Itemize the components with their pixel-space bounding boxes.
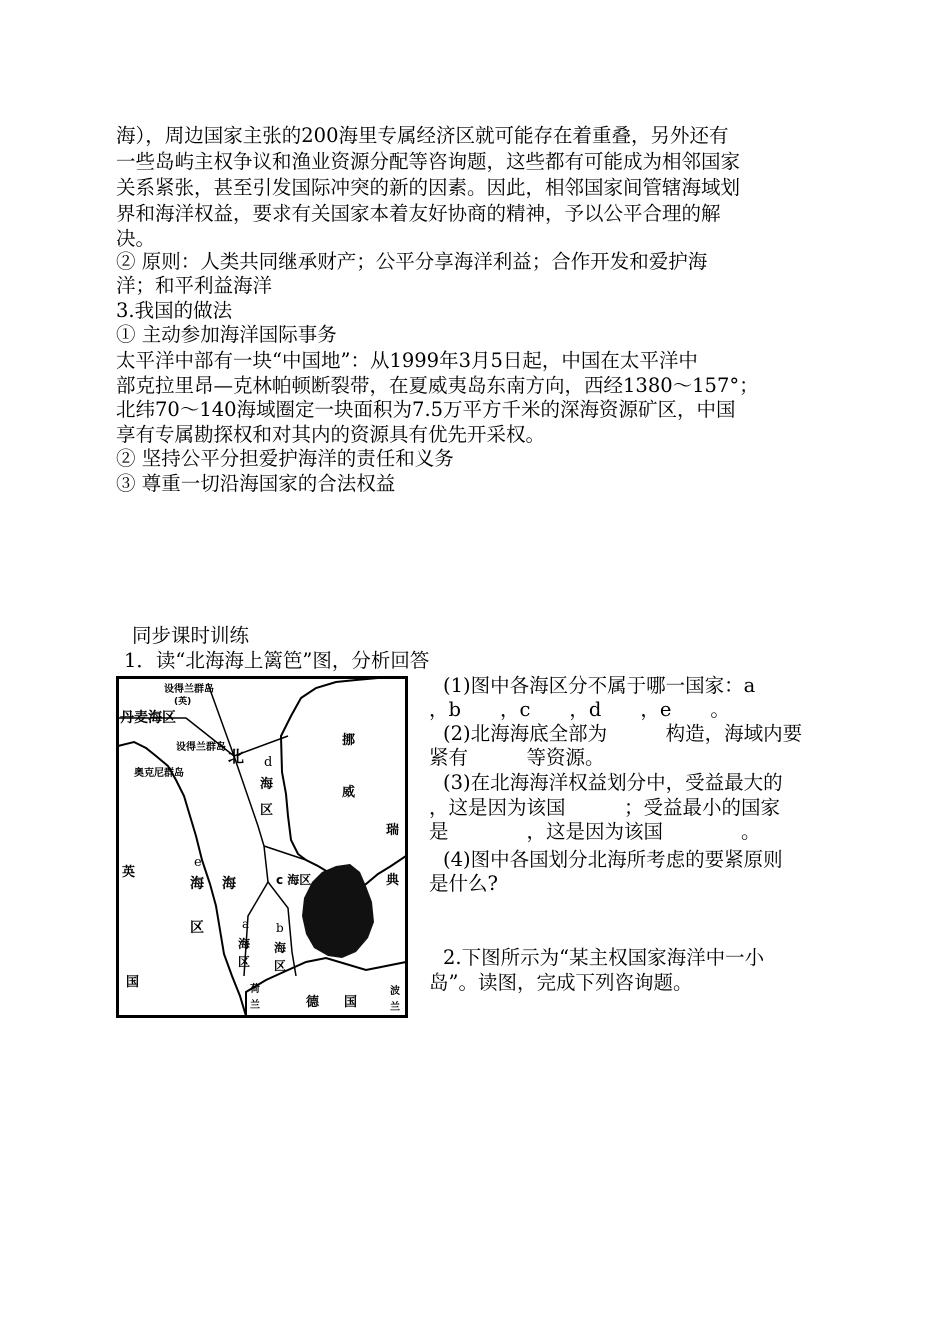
body-line: 享有专属勘探权和对其内的资源具有优先开采权。 (116, 423, 546, 446)
question-line: 岛”。读图，完成下列咨询题。 (429, 971, 693, 994)
question-line: 是什么? (429, 872, 498, 895)
map-label-sweden1: 瑞 (386, 823, 400, 838)
map-label-denmark-zone: 丹麦海区 (120, 710, 176, 726)
map-label-shetland: 设得兰群岛 (164, 684, 214, 695)
map-label-d-hai: 海 (260, 777, 274, 792)
map-label-north: 北 (228, 747, 245, 766)
map-label-netherlands2: 兰 (250, 1000, 260, 1011)
map-label-norway2: 威 (342, 785, 356, 800)
body-line: 海），周边国家主张的200海里专属经济区就可能存在着重叠，另外还有 (116, 124, 729, 147)
map-label-a-hai: 海 (238, 937, 251, 951)
map-label-poland2: 兰 (390, 1002, 400, 1013)
body-line: ③ 尊重一切沿海国家的合法权益 (116, 472, 396, 495)
body-line: 洋；和平利益海洋 (116, 274, 273, 297)
map-label-norway1: 挪 (342, 733, 356, 748)
body-line: 3.我国的做法 (116, 299, 233, 322)
question1-heading: 1．读“北海海上篱笆”图，分析回答 (124, 649, 430, 672)
map-label-e: e (194, 855, 202, 870)
question-line: ，这是因为该国 ；受益最小的国家 (429, 796, 781, 819)
map-label-poland1: 波 (390, 986, 400, 997)
body-line: ① 主动参加海洋国际事务 (116, 323, 337, 346)
body-line: 关系紧张，甚至引发国际冲突的新的因素。因此，相邻国家间管辖海域划 (116, 176, 741, 199)
body-line: 北纬70～140海域圈定一块面积为7.5万平方千米的深海资源矿区，中国 (116, 398, 736, 421)
question-line: (4)图中各国划分北海所考虑的要紧原则 (443, 848, 783, 871)
map-label-uk2: 国 (126, 975, 140, 990)
map-label-a-qu: 区 (238, 955, 251, 969)
map-label-a: a (242, 917, 250, 931)
question-line: 是 ，这是因为该国 。 (429, 820, 761, 843)
north-sea-map (116, 676, 408, 1018)
map-label-e-hai2: 海 (222, 876, 236, 892)
body-line: ② 原则：人类共同继承财产；公平分享海洋利益；合作开发和爱护海 (116, 250, 708, 273)
question-line: (1)图中各海区分不属于哪一国家：a (443, 674, 756, 697)
map-label-b: b (276, 921, 284, 935)
body-line: 一些岛屿主权争议和渔业资源分配等咨询题，这些都有可能成为相邻国家 (116, 150, 741, 173)
map-label-d: d (264, 755, 273, 770)
map-label-e-hai: 海 (190, 876, 204, 892)
body-line: 决。 (116, 227, 156, 250)
question-line: (2)北海海底全部为 构造，海域内要 (443, 722, 803, 745)
map-label-d-qu: 区 (260, 803, 274, 818)
body-line: 部克拉里昂—克林帕顿断裂带，在夏威夷岛东南方向，西经1380～157°； (116, 374, 759, 397)
map-label-uk1: 英 (122, 865, 136, 880)
map-label-e-qu: 区 (190, 920, 204, 936)
body-line: 太平洋中部有一块“中国地”：从1999年3月5日起，中国在太平洋中 (116, 349, 698, 372)
body-line: 界和海洋权益，要求有关国家本着友好协商的精神，予以公平合理的解 (116, 202, 721, 225)
map-label-c-zone: c 海区 (276, 873, 312, 887)
map-label-germany2: 国 (344, 995, 358, 1010)
map-label-faroe: 设得兰群岛 (176, 742, 226, 753)
question-line: 紧有 等资源。 (429, 746, 605, 769)
map-figure (116, 676, 408, 1018)
question-line: (3)在北海海洋权益划分中，受益最大的 (443, 771, 783, 794)
question-line: 2.下图所示为“某主权国家海洋中一小 (443, 946, 765, 969)
section-title: 同步课时训练 (132, 624, 250, 647)
map-label-b-hai: 海 (274, 941, 287, 955)
map-label-b-qu: 区 (274, 959, 287, 973)
map-label-shetland-sub: (英) (174, 697, 192, 707)
map-label-orkney: 奥克尼群岛 (134, 768, 184, 779)
body-line: ② 坚持公平分担爱护海洋的责任和义务 (116, 447, 454, 470)
question-line: ，b ，c ，d ，e 。 (429, 698, 730, 721)
map-label-germany1: 德 (306, 995, 320, 1010)
map-label-netherlands1: 荷 (250, 984, 260, 995)
map-label-sweden2: 典 (386, 873, 400, 888)
